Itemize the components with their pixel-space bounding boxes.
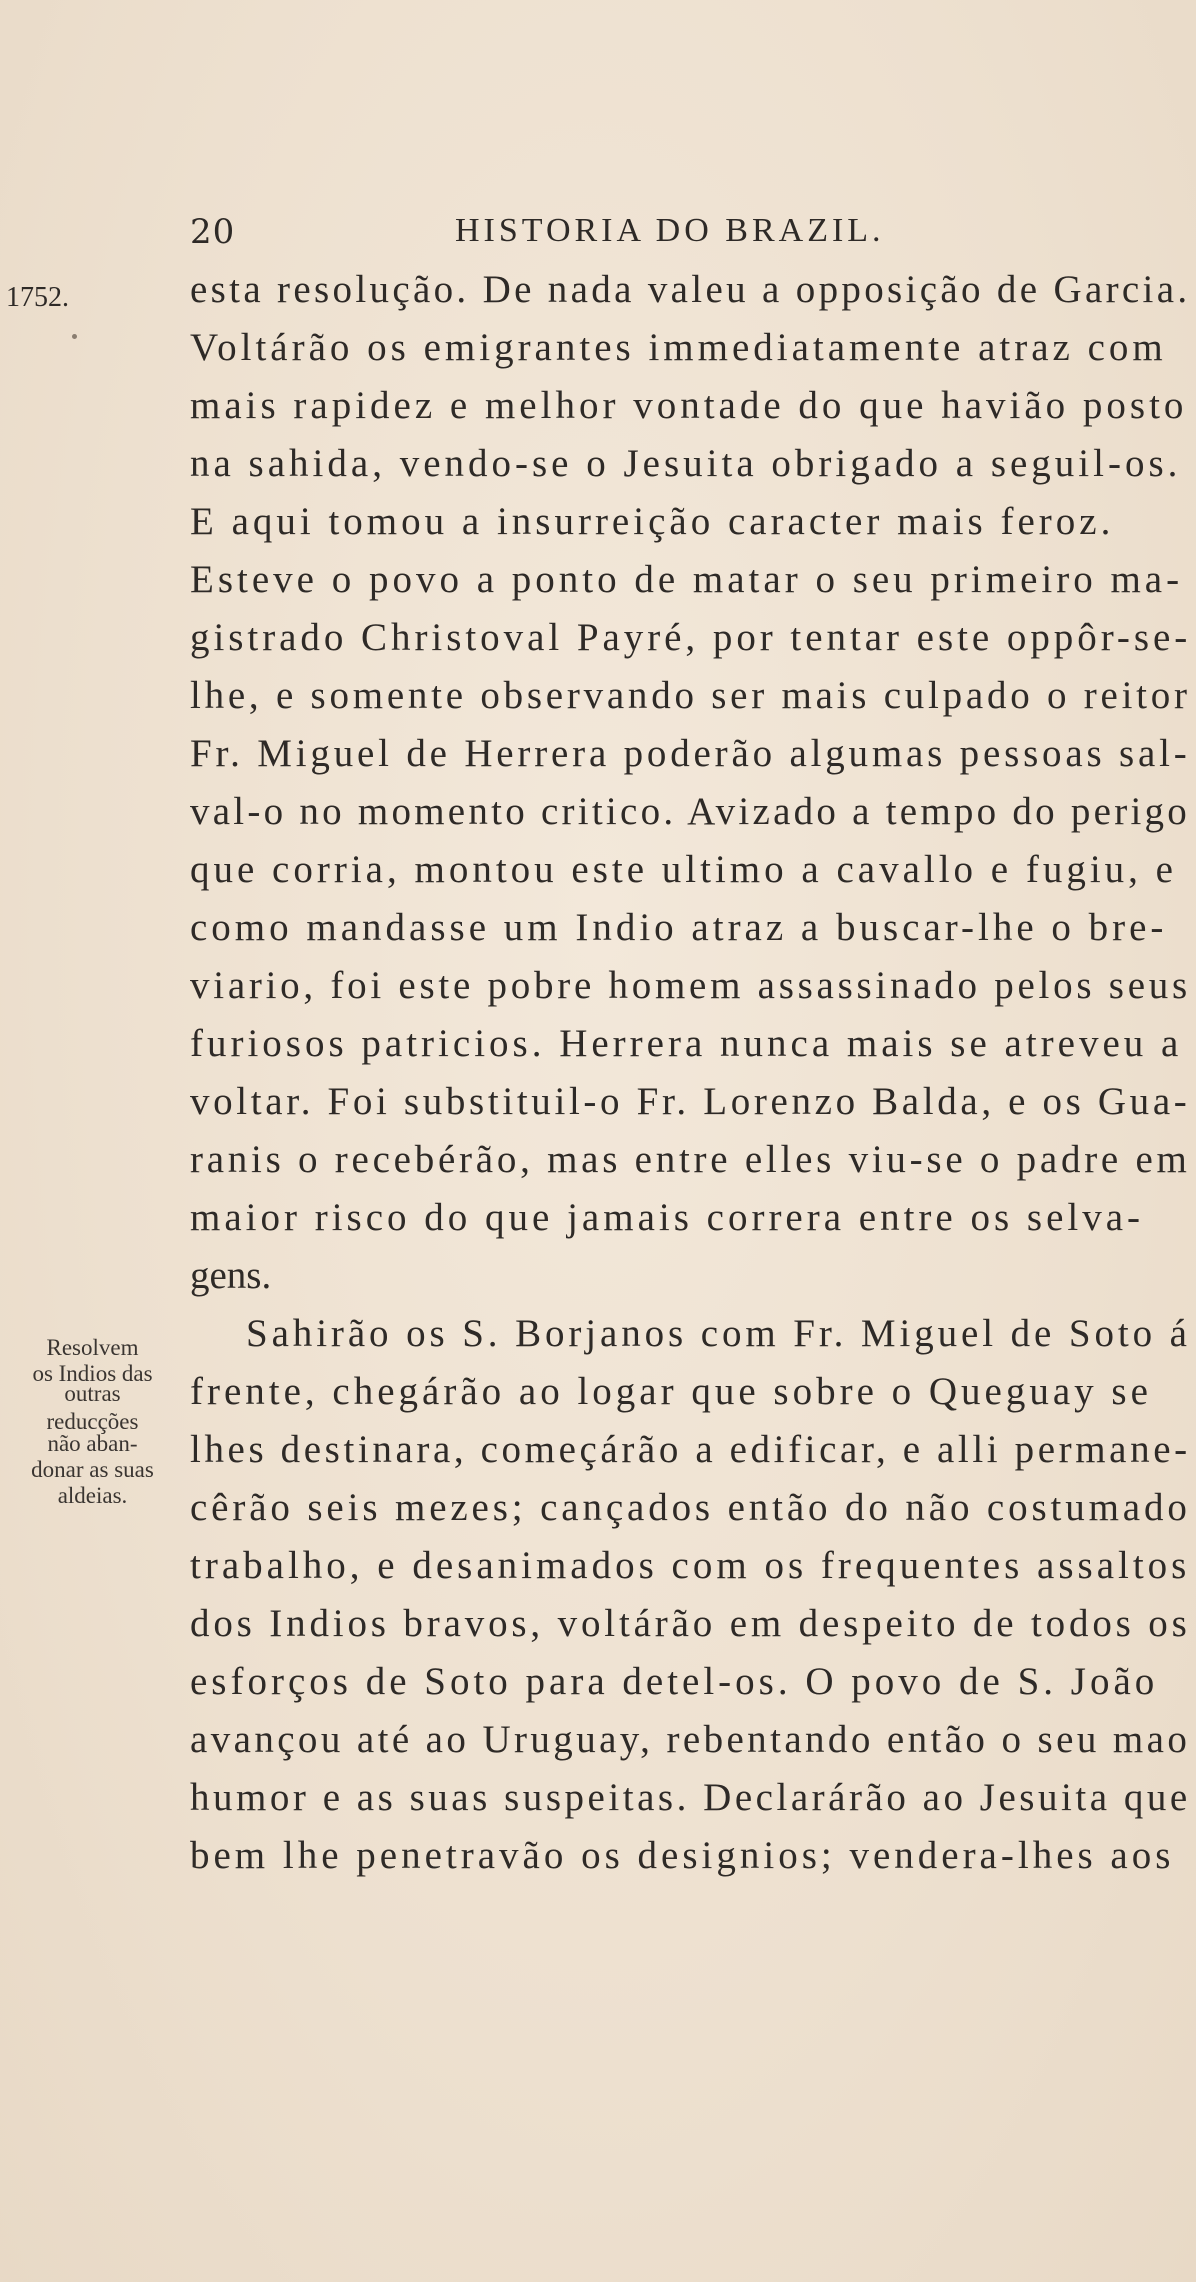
text-line: cêrão seis mezes; cançados então do não costumado — [190, 1486, 1191, 1529]
sidenote-line: donar as suas — [31, 1457, 154, 1482]
sidenote-line: reducções — [46, 1409, 139, 1434]
text-line: humor e as suas suspeitas. Declarárão ao Jesuita que — [190, 1776, 1191, 1819]
text-line: esforços de Soto para detel-os. O povo de S. João — [190, 1660, 1159, 1703]
text-line: mais rapidez e melhor vontade do que havião posto — [190, 384, 1188, 427]
text-line: como mandasse um Indio atraz a buscar-lhe o bre- — [190, 906, 1168, 949]
running-title: HISTORIA DO BRAZIL. — [455, 212, 885, 249]
text-line: frente, chegárão ao logar que sobre o Queguay se — [190, 1370, 1152, 1413]
text-line: gens. — [190, 1254, 272, 1297]
text-line: dos Indios bravos, voltárão em despeito de todos os — [190, 1602, 1191, 1645]
sidenote-line: aldeias. — [57, 1483, 128, 1508]
sidenote-line: outras — [64, 1381, 121, 1406]
sidenote-line: os Indios das — [32, 1361, 153, 1386]
text-line: val-o no momento critico. Avizado a tempo do perigo — [190, 790, 1191, 833]
margin-year: 1752. — [6, 282, 69, 313]
page-number: 20 — [190, 212, 236, 252]
text-line: lhes destinara, começárão a edificar, e alli permane- — [190, 1428, 1191, 1471]
text-line: bem lhe penetravão os designios; vendera-lhes aos — [190, 1834, 1175, 1877]
sidenote-line: não aban- — [47, 1431, 138, 1456]
text-line: viario, foi este pobre homem assassinado pelos seus — [190, 964, 1191, 1007]
margin-dot — [72, 334, 77, 339]
text-line: lhe, e somente observando ser mais culpado o reitor — [190, 674, 1191, 717]
text-line: na sahida, vendo-se o Jesuita obrigado a seguil-os. — [190, 442, 1182, 485]
page-header — [190, 212, 1010, 262]
text-line: ranis o recebérão, mas entre elles viu-se o padre em — [190, 1138, 1191, 1181]
text-line: voltar. Foi substituil-o Fr. Lorenzo Balda, e os Gua- — [190, 1080, 1191, 1123]
text-line: gistrado Christoval Payré, por tentar este oppôr-se- — [190, 616, 1192, 659]
text-line: avançou até ao Uruguay, rebentando então o seu mao — [190, 1718, 1191, 1761]
text-line: que corria, montou este ultimo a cavallo e fugiu, e — [190, 848, 1177, 891]
text-line: trabalho, e desanimados com os frequentes assaltos — [190, 1544, 1191, 1587]
text-line: maior risco do que jamais correra entre os selva- — [190, 1196, 1145, 1239]
text-line: furiosos patricios. Herrera nunca mais se atreveu a — [190, 1022, 1183, 1065]
sidenote-line: Resolvem — [46, 1335, 139, 1360]
text-line: Sahirão os S. Borjanos com Fr. Miguel de Soto á — [246, 1312, 1191, 1355]
text-line: esta resolução. De nada valeu a opposição de Garcia. — [190, 268, 1191, 311]
text-line: Esteve o povo a ponto de matar o seu primeiro ma- — [190, 558, 1184, 601]
text-line: E aqui tomou a insurreição caracter mais feroz. — [190, 500, 1115, 543]
text-line: Fr. Miguel de Herrera poderão algumas pessoas sal- — [190, 732, 1191, 775]
text-line: Voltárão os emigrantes immediatamente atraz com — [190, 326, 1167, 369]
